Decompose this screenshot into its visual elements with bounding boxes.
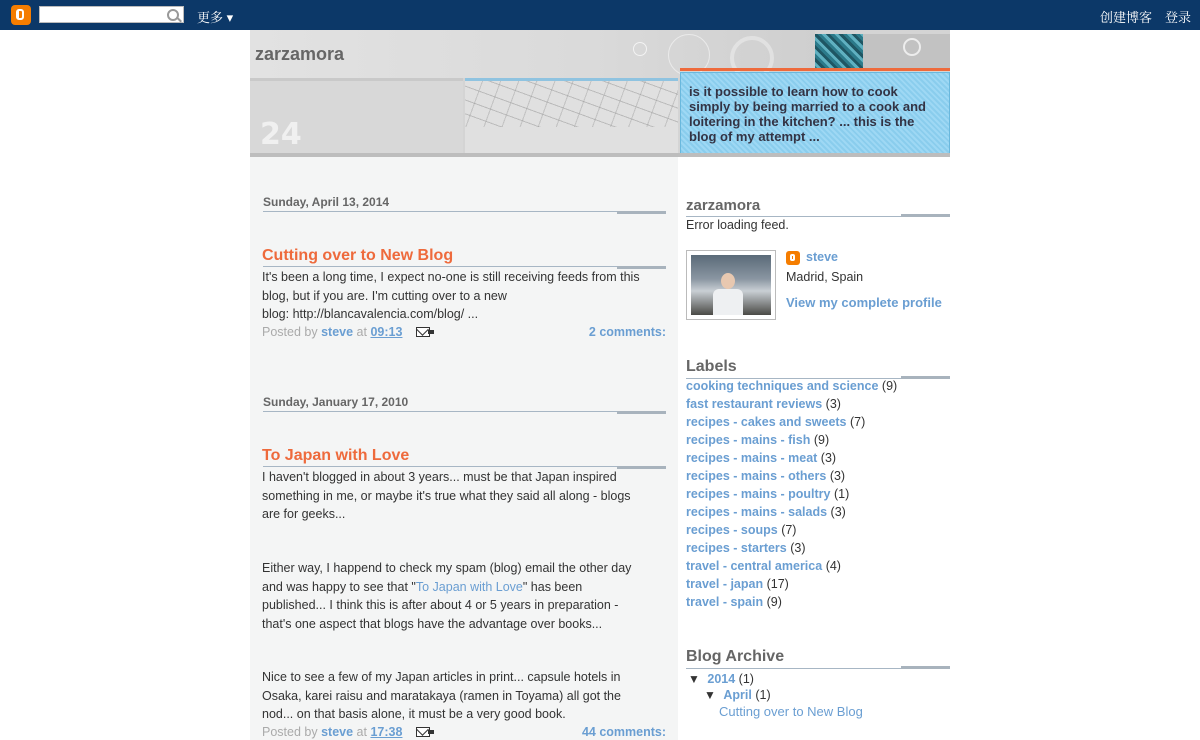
feed-title: zarzamora	[686, 197, 761, 214]
feed-error-text: Error loading feed.	[686, 218, 789, 232]
date-divider-accent	[617, 411, 666, 414]
post-body-line: I haven't blogged in about 3 years... must be that Japan inspired	[262, 470, 617, 484]
labels-list	[686, 377, 897, 611]
section-divider-accent	[901, 376, 950, 379]
list-item	[686, 503, 897, 521]
archive-year-count: (1)	[738, 672, 754, 686]
text-segment: " has been	[522, 579, 583, 594]
list-item	[686, 575, 897, 593]
label-link[interactable]: recipes - cakes and sweets	[686, 415, 847, 429]
label-link[interactable]: travel - spain	[686, 595, 764, 609]
archive-post-link[interactable]: Cutting over to New Blog	[719, 704, 863, 719]
archive-year-row	[688, 672, 754, 686]
post-time-link[interactable]: 09:13	[370, 325, 403, 339]
post-body	[262, 668, 662, 724]
label-count: (3)	[790, 541, 806, 555]
create-blog-link[interactable]: 创建博客	[1100, 10, 1153, 25]
label-count: (4)	[825, 559, 841, 573]
labels-title: Labels	[686, 358, 737, 375]
label-link[interactable]: recipes - mains - meat	[686, 451, 818, 465]
profile-location: Madrid, Spain	[786, 270, 864, 284]
blog-description: is it possible to learn how to cook simply by being married to a cook and loitering in the kitchen? ... this is the blog of my attempt ...	[680, 72, 950, 156]
label-count: (9)	[813, 433, 830, 447]
label-count: (3)	[825, 397, 841, 411]
post-body-line: blog, but if you are. I'm cutting over to a new	[262, 288, 507, 303]
archive-year-link[interactable]: 2014	[707, 672, 736, 686]
header-decoration	[863, 34, 950, 70]
more-menu-button[interactable]: 更多 ▾	[197, 10, 234, 25]
comments-link[interactable]: 2 comments:	[588, 325, 666, 339]
collapse-toggle-icon[interactable]: ▼	[704, 688, 716, 702]
archive-month-row	[704, 688, 771, 702]
post-title[interactable]: To Japan with Love	[262, 447, 410, 464]
post-body-line: It's been a long time, I expect no-one is still receiving feeds from this	[262, 270, 640, 284]
email-post-icon[interactable]	[416, 727, 430, 737]
header-panel-left	[250, 78, 463, 155]
search-input[interactable]	[40, 10, 166, 25]
label-link[interactable]: recipes - mains - poultry	[686, 487, 831, 501]
header-panel-map	[465, 78, 678, 155]
blogger-logo-icon[interactable]	[11, 5, 31, 25]
header-accent-line	[680, 68, 950, 71]
at-label: at	[356, 325, 367, 339]
search-box	[39, 6, 184, 23]
profile-photo[interactable]	[686, 250, 776, 320]
archive-month-link[interactable]: April	[723, 688, 752, 702]
list-item	[686, 377, 897, 395]
label-link[interactable]: recipes - starters	[686, 541, 787, 555]
post-body-line: published... I think this is after about 4 or 5 years in preparation -	[262, 598, 619, 612]
posted-by-label: Posted by	[262, 725, 318, 739]
list-item	[686, 485, 897, 503]
map-graphic	[465, 81, 678, 127]
label-link[interactable]: fast restaurant reviews	[686, 397, 823, 411]
comments-link[interactable]: 44 comments:	[581, 725, 666, 739]
text-segment: and was happy to see that "	[262, 579, 416, 594]
date-divider	[263, 211, 666, 212]
label-count: (3)	[820, 451, 837, 465]
label-link[interactable]: recipes - mains - others	[686, 469, 827, 483]
label-count: (9)	[766, 595, 782, 609]
profile-name-link[interactable]: steve	[806, 250, 838, 264]
date-header: Sunday, January 17, 2010	[263, 395, 409, 409]
date-divider	[263, 411, 666, 412]
list-item	[686, 431, 897, 449]
label-link[interactable]: recipes - mains - fish	[686, 433, 811, 447]
post-time-link[interactable]: 17:38	[370, 725, 403, 739]
list-item	[686, 449, 897, 467]
label-count: (9)	[881, 379, 898, 393]
label-count: (3)	[829, 469, 846, 483]
label-link[interactable]: cooking techniques and science	[686, 379, 879, 393]
post-author-link[interactable]: steve	[321, 325, 354, 339]
label-link[interactable]: recipes - mains - salads	[686, 505, 828, 519]
post-body-line: blog: http://blancavalencia.com/blog/ ...	[262, 307, 479, 321]
post-body-line: Nice to see a few of my Japan articles in print... capsule hotels in	[262, 670, 621, 684]
post-body-line: are for geeks...	[262, 507, 346, 521]
archive-title: Blog Archive	[686, 648, 785, 665]
list-item	[686, 413, 897, 431]
date-divider-accent	[617, 211, 666, 214]
at-label: at	[356, 725, 367, 739]
blog-title[interactable]: zarzamora	[255, 44, 345, 64]
post-footer	[262, 325, 666, 339]
post-body-line: Osaka, karei raisu and maratakaya (ramen in Toyama) all got the	[262, 688, 621, 703]
list-item	[686, 467, 897, 485]
book-link[interactable]: To Japan with Love	[415, 579, 523, 594]
header-big-number: 24	[260, 117, 302, 152]
list-item	[686, 557, 897, 575]
post-title[interactable]: Cutting over to New Blog	[262, 247, 454, 264]
post-body-line: that's one aspect that blogs have the advantage over books...	[262, 616, 603, 631]
title-divider	[263, 466, 666, 467]
email-post-icon[interactable]	[416, 327, 430, 337]
post-body	[262, 559, 662, 633]
list-item	[686, 521, 897, 539]
list-item	[686, 539, 897, 557]
post-author-link[interactable]: steve	[321, 725, 354, 739]
title-divider	[263, 266, 666, 267]
post-body-line: Either way, I happend to check my spam (blog) email the other day	[262, 561, 632, 575]
label-count: (7)	[850, 415, 866, 429]
post-body-line: nod... on that basis alone, it must be a very good book.	[262, 707, 566, 721]
section-divider-accent	[901, 666, 950, 669]
label-link[interactable]: travel - central america	[686, 559, 823, 573]
label-count: (7)	[781, 523, 797, 537]
collapse-toggle-icon[interactable]: ▼	[688, 672, 700, 686]
list-item	[686, 395, 897, 413]
section-divider-accent	[901, 214, 950, 217]
post-body-line	[262, 578, 662, 597]
archive-month-count: (1)	[755, 688, 771, 702]
label-count: (3)	[830, 505, 846, 519]
posted-by-label: Posted by	[262, 325, 318, 339]
label-link[interactable]: recipes - soups	[686, 523, 778, 537]
search-icon[interactable]	[167, 9, 179, 21]
label-count: (1)	[833, 487, 850, 501]
label-count: (17)	[766, 577, 789, 591]
date-header: Sunday, April 13, 2014	[263, 195, 390, 209]
view-profile-link[interactable]: View my complete profile	[786, 295, 942, 310]
post-body-line: something in me, or maybe it's true what they said all along - blogs	[262, 488, 631, 503]
label-link[interactable]: travel - japan	[686, 577, 764, 591]
post-body	[262, 468, 662, 524]
blogger-profile-icon	[786, 251, 800, 265]
post-footer	[262, 725, 666, 739]
blogger-navbar	[0, 0, 1200, 30]
blog-header	[250, 30, 950, 157]
post-body	[262, 268, 662, 324]
header-photo	[815, 34, 863, 70]
sign-in-link[interactable]: 登录	[1165, 10, 1192, 25]
list-item	[686, 593, 897, 611]
